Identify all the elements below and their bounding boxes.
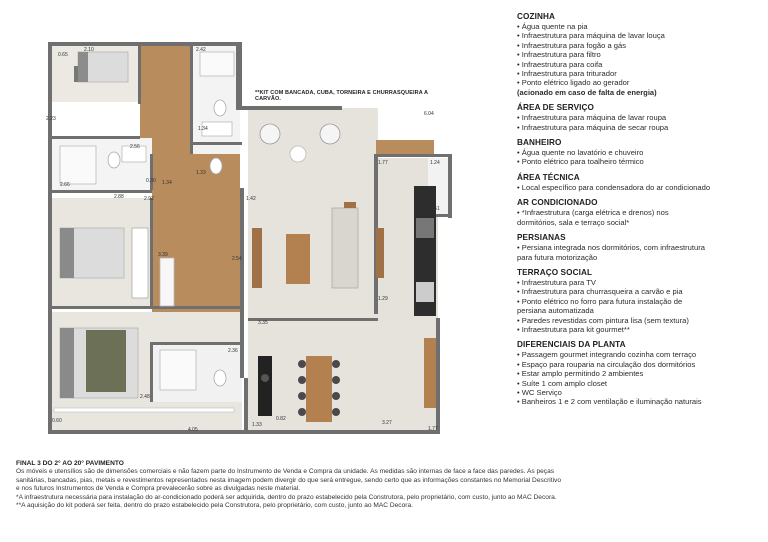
section-title: ÁREA DE SERVIÇO [517,103,595,113]
dimension-label: 3.35 [258,320,268,326]
list-item: • Infraestrutura para triturador [517,69,617,79]
section-persianas [517,233,762,262]
dimension-label: 1.51 [430,206,440,212]
list-item: • Infraestrutura para máquina de secar roupa [517,122,669,132]
dimension-label: 2.56 [130,144,140,150]
dimension-label: 0.65 [58,52,68,58]
list-item: • Suíte 1 com amplo closet [517,378,608,388]
dimension-label: 2.23 [46,116,56,122]
footer-line: e nos futuros Instrumentos de Venda e Compra prevalecerão sobre as divulgadas neste material. [16,485,301,493]
list-note: (acionado em caso de falta de energia) [517,87,657,97]
dimension-label: 3.39 [158,252,168,258]
list-item: • Água quente no lavatório e chuveiro [517,148,644,158]
floor-plan [30,38,452,440]
list-item: • Ponto elétrico para toalheiro térmico [517,157,644,167]
list-item: • Passagem gourmet integrando cozinha com terraço [517,350,697,360]
list-item: persiana automatizada [517,306,594,316]
list-item: para futura motorização [517,252,598,262]
section-title: ÁREA TÉCNICA [517,172,580,182]
dimension-label: 2.48 [140,394,150,400]
list-item: • Infraestrutura para filtro [517,50,601,60]
section-title: AR CONDICIONADO [517,198,598,208]
section-title: COZINHA [517,12,555,21]
dimension-label: 1.33 [196,170,206,176]
dimension-label: 1.77 [378,160,388,166]
sofa [332,208,358,288]
dimension-label: 1.77 [428,426,438,432]
list-item: • Ponto elétrico no forro para futura instalação de [517,296,683,306]
section-banheiro [517,138,762,167]
list-item: • Infraestrutura para máquina de lavar louça [517,31,665,41]
list-item: • Persiana integrada nos dormitórios, com infraestrutura [517,243,705,253]
list-item: • Infraestrutura para coifa [517,59,603,69]
coffee-table [286,234,310,284]
dimension-label: 2.10 [84,47,94,53]
floor-corridor [152,154,240,254]
dimension-label: 0.30 [146,178,156,184]
dimension-label: 2.92 [144,196,154,202]
list-item: dormitórios, sala e terraço social* [517,217,630,227]
section-terraco-social [517,268,762,334]
list-item: • Infraestrutura para churrasqueira a carvão e pia [517,287,683,297]
list-item: • Ponto elétrico ligado ao gerador [517,78,630,88]
dimension-label: 6.04 [424,111,434,117]
grill [258,356,272,416]
dimension-label: 0.60 [52,418,62,424]
dimension-label: 2.88 [114,194,124,200]
list-item: • Infraestrutura para máquina de lavar roupa [517,113,667,123]
kit-note: **KIT COM BANCADA, CUBA, TORNEIRA E CHURRASQUEIRA A CARVÃO. [255,90,428,102]
footer-line: **A aquisição do kit poderá ser feita, dentro do prazo estabelecido pela Construtora, pelo proprietário, com custo, junto ao MAC Decora. [16,502,413,510]
list-item: • WC Serviço [517,387,562,397]
dimension-label: 3.27 [382,420,392,426]
list-item: • Infraestrutura para fogão a gás [517,40,627,50]
dimension-label: 1.34 [162,180,172,186]
list-item: • Banheiros 1 e 2 com ventilação e iluminação naturais [517,397,702,407]
dimension-label: 1.42 [246,196,256,202]
list-item: • Estar amplo permitindo 2 ambientes [517,369,644,379]
dimension-label: 4.05 [188,427,198,433]
section-title: BANHEIRO [517,138,562,148]
floor-closet-top [140,44,192,154]
footer-line: Os móveis e utensílios são de dimensões comerciais e não fazem parte do Instrumento de Venda e Compra da unidade. As medidas são internas de face a face das paredes. As peças [16,468,555,476]
section-title: TERRAÇO SOCIAL [517,267,593,277]
section-area-servico [517,103,762,132]
disclaimer-footer [16,460,756,510]
section-title: DIFERENCIAIS DA PLANTA [517,340,626,350]
section-area-tecnica [517,173,762,192]
section-title: PERSIANAS [517,233,566,243]
dimension-label: 0.82 [276,416,286,422]
dimension-label: 2.54 [232,256,242,262]
dimension-label: 1.33 [252,422,262,428]
dimension-label: 1.24 [430,160,440,166]
dimension-label: 2.42 [196,47,206,53]
footer-title: FINAL 3 DO 2° AO 20° PAVIMENTO [16,460,124,467]
dimension-label: 1.34 [198,126,208,132]
dining-table [306,356,332,422]
list-item: • Espaço para rouparia na circulação dos dormitórios [517,359,696,369]
features-list [517,12,762,413]
footer-line: *A infraestrutura necessária para instalação do ar-condicionado poderá ser adquirida, dentro do prazo estabelecido pela Construtora, pelo proprietário, com custo, junto ao MAC Decora. [16,493,557,501]
section-cozinha [517,12,762,97]
footer-line: sanitárias, bancadas, pias, metais e revestimentos representados nesta imagem podem divergir do que será entregue, sendo certo que as informações constantes no Memorial Descritivo [16,476,562,484]
list-item: • Paredes revestidas com pintura lisa (sem textura) [517,315,689,325]
list-item: • Infraestrutura para kit gourmet** [517,324,630,334]
section-diferenciais [517,340,762,406]
list-item: • Local específico para condensadora do ar condicionado [517,182,711,192]
list-item: • *Infraestrutura (carga elétrica e drenos) nos [517,208,669,218]
dimension-label: 2.66 [60,182,70,188]
dimension-label: 2.36 [228,348,238,354]
section-ar-condicionado [517,198,762,227]
dimension-label: 1.29 [378,296,388,302]
list-item: • Água quente na pia [517,22,588,31]
list-item: • Infraestrutura para TV [517,277,596,287]
